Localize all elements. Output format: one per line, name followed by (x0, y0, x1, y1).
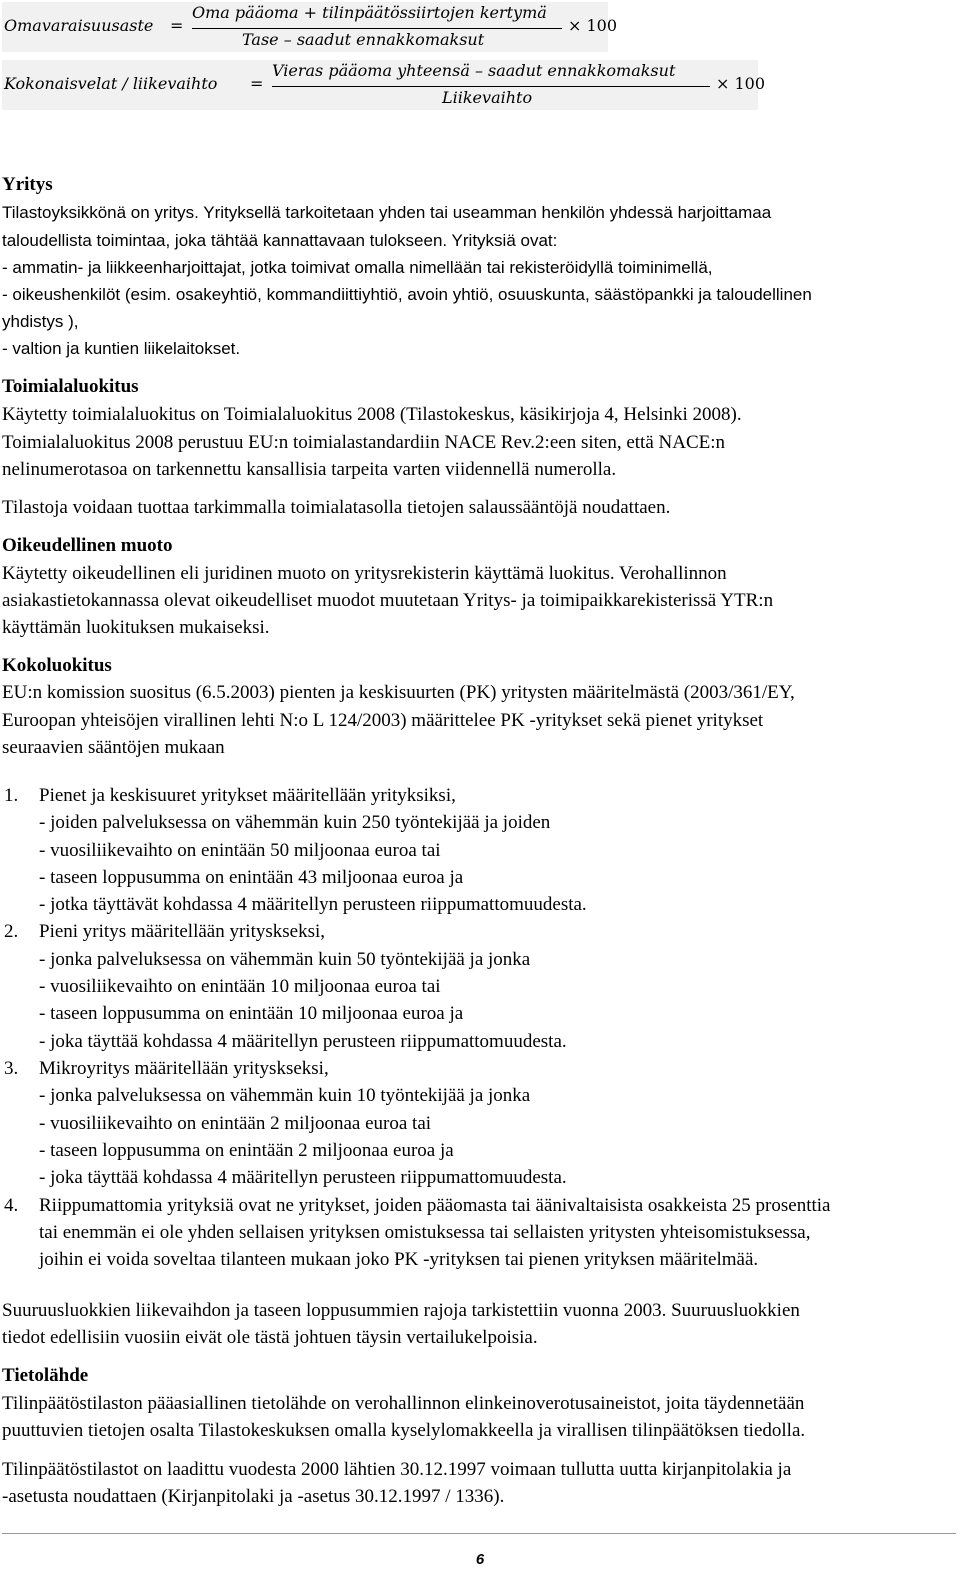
paragraph-line: - valtion ja kuntien liikelaitokset. (2, 339, 241, 358)
list-item-line: Pieni yritys määritellään yrityskseksi, (39, 921, 326, 942)
paragraph-line: Tilinpäätöstilastot on laadittu vuodesta 2000 lähtien 30.12.1997 voimaan tullutta uutta kirjanpitolakia ja (2, 1459, 792, 1480)
paragraph-line: Suuruusluokkien liikevaihdon ja taseen loppusummien rajoja tarkistettiin vuonna 2003. Suuruusluokkien (2, 1300, 800, 1321)
list-item-line: - vuosiliikevaihto on enintään 50 miljoonaa euroa tai (39, 840, 441, 861)
list-item-line: Pienet ja keskisuuret yritykset määritellään yrityksiksi, (39, 785, 456, 806)
list-item-number: 4. (4, 1195, 19, 1216)
paragraph-line: Toimialaluokitus 2008 perustuu EU:n toimialastandardiin NACE Rev.2:een siten, että NACE:n (2, 432, 726, 453)
list-item-line: - taseen loppusumma on enintään 2 miljoonaa euroa ja (39, 1140, 454, 1161)
paragraph-line: EU:n komission suositus (6.5.2003) pienten ja keskisuurten (PK) yritysten määritelmästä (2003/361/EY, (2, 682, 795, 703)
paragraph-line: -asetusta noudattaen (Kirjanpitolaki ja -asetus 30.12.1997 / 1336). (2, 1486, 505, 1507)
list-item-line: - jonka palveluksessa on vähemmän kuin 10 työntekijää ja jonka (39, 1085, 531, 1106)
section-heading-tietolahde: Tietolähde (2, 1365, 89, 1386)
paragraph-line: taloudellista toimintaa, joka tähtää kannattavaan tulokseen. Yrityksiä ovat: (2, 231, 558, 250)
formula-multiplier: × 100 (568, 16, 618, 35)
formula-equals: = (250, 74, 264, 93)
list-item-line: - jonka palveluksessa on vähemmän kuin 50 työntekijää ja jonka (39, 949, 531, 970)
formula-numerator: Oma pääoma + tilinpäätössiirtojen kertymä (192, 3, 547, 22)
paragraph-line: - ammatin- ja liikkeenharjoittajat, jotka toimivat omalla nimellään tai rekisteröidyllä toiminimellä, (2, 258, 713, 277)
paragraph-line: seuraavien sääntöjen mukaan (2, 737, 225, 758)
list-item-number: 1. (4, 785, 19, 806)
list-item-number: 2. (4, 921, 19, 942)
paragraph-line: Tilastoyksikkönä on yritys. Yrityksellä tarkoitetaan yhden tai useamman henkilön yhdessä harjoittamaa (2, 203, 772, 222)
paragraph-line: Euroopan yhteisöjen virallinen lehti N:o L 124/2003) määrittelee PK -yritykset sekä pienet yritykset (2, 710, 764, 731)
footer-divider (2, 1533, 956, 1534)
paragraph-line: tiedot edellisiin vuosiin eivät ole tästä johtuen täysin vertailukelpoisia. (2, 1327, 538, 1348)
fraction-bar (192, 28, 562, 29)
formula-equals: = (170, 16, 184, 35)
liabilities-turnover-formula (2, 60, 766, 110)
list-item-line: joihin ei voida soveltaa tilanteen mukaan joko PK -yrityksen tai pienen yrityksen määritelmää. (39, 1249, 759, 1270)
formula-lhs: Omavaraisuusaste (4, 16, 154, 35)
paragraph-line: Käytetty oikeudellinen eli juridinen muoto on yritysrekisterin käyttämä luokitus. Verohallinnon (2, 563, 727, 584)
fraction-bar (272, 86, 710, 87)
list-item-line: Riippumattomia yrityksiä ovat ne yritykset, joiden pääomasta tai äänivaltaisista osakkeista 25 prosenttia (39, 1195, 831, 1216)
paragraph-line: - oikeushenkilöt (esim. osakeyhtiö, kommandiittiyhtiö, avoin yhtiö, osuuskunta, säästöpankki ja taloudellinen (2, 285, 812, 304)
paragraph-line: Tilinpäätöstilaston pääasiallinen tietolähde on verohallinnon elinkeinoverotusaineistot, joita täydennetään (2, 1393, 805, 1414)
list-item-line: - joiden palveluksessa on vähemmän kuin 250 työntekijää ja joiden (39, 812, 551, 833)
section-heading-kokoluokitus: Kokoluokitus (2, 655, 112, 676)
paragraph-line: Käytetty toimialaluokitus on Toimialaluokitus 2008 (Tilastokeskus, käsikirjoja 4, Helsinki 2008). (2, 404, 742, 425)
section-heading-toimialaluokitus: Toimialaluokitus (2, 376, 139, 397)
formula-numerator: Vieras pääoma yhteensä – saadut ennakkomaksut (272, 61, 676, 80)
list-item-line: Mikroyritys määritellään yrityskseksi, (39, 1058, 329, 1079)
list-item-line: - joka täyttää kohdassa 4 määritellyn perusteen riippumattomuudesta. (39, 1167, 567, 1188)
paragraph-line: asiakastietokannassa olevat oikeudelliset muodot muutetaan Yritys- ja toimipaikkarekisterissä YTR:n (2, 590, 774, 611)
list-item-line: - jotka täyttävät kohdassa 4 määritellyn perusteen riippumattomuudesta. (39, 894, 587, 915)
paragraph-line: nelinumerotasoa on tarkennettu kansallisia tarpeita varten viidennellä numerolla. (2, 459, 617, 480)
formula-multiplier: × 100 (716, 74, 766, 93)
formula-lhs: Kokonaisvelat / liikevaihto (4, 74, 218, 93)
list-item-number: 3. (4, 1058, 19, 1079)
section-heading-yritys: Yritys (2, 174, 53, 195)
list-item-line: - vuosiliikevaihto on enintään 10 miljoonaa euroa tai (39, 976, 441, 997)
equity-ratio-formula (2, 2, 618, 52)
list-item-line: - joka täyttää kohdassa 4 määritellyn perusteen riippumattomuudesta. (39, 1031, 567, 1052)
section-heading-oikeudellinen-muoto: Oikeudellinen muoto (2, 535, 173, 556)
paragraph-line: käyttämän luokituksen mukaiseksi. (2, 617, 270, 638)
paragraph-line: puuttuvien tietojen osalta Tilastokeskuksen omalla kyselylomakkeella ja virallisen tilinpäätöksen tiedolla. (2, 1420, 806, 1441)
list-item-line: - taseen loppusumma on enintään 10 miljoonaa euroa ja (39, 1003, 464, 1024)
formula-denominator: Liikevaihto (442, 88, 533, 107)
paragraph-line: yhdistys ), (2, 312, 79, 331)
list-item-line: - taseen loppusumma on enintään 43 miljoonaa euroa ja (39, 867, 464, 888)
list-item-line: tai enemmän ei ole yhden sellaisen yrityksen omistuksessa tai sellaisten yritysten yhteisomistuksessa, (39, 1222, 811, 1243)
formula-denominator: Tase – saadut ennakkomaksut (242, 30, 485, 49)
page-number: 6 (475, 1551, 485, 1568)
list-item-line: - vuosiliikevaihto on enintään 2 miljoonaa euroa tai (39, 1113, 432, 1134)
paragraph-line: Tilastoja voidaan tuottaa tarkimmalla toimialatasolla tietojen salaussääntöjä noudattaen. (2, 497, 671, 518)
